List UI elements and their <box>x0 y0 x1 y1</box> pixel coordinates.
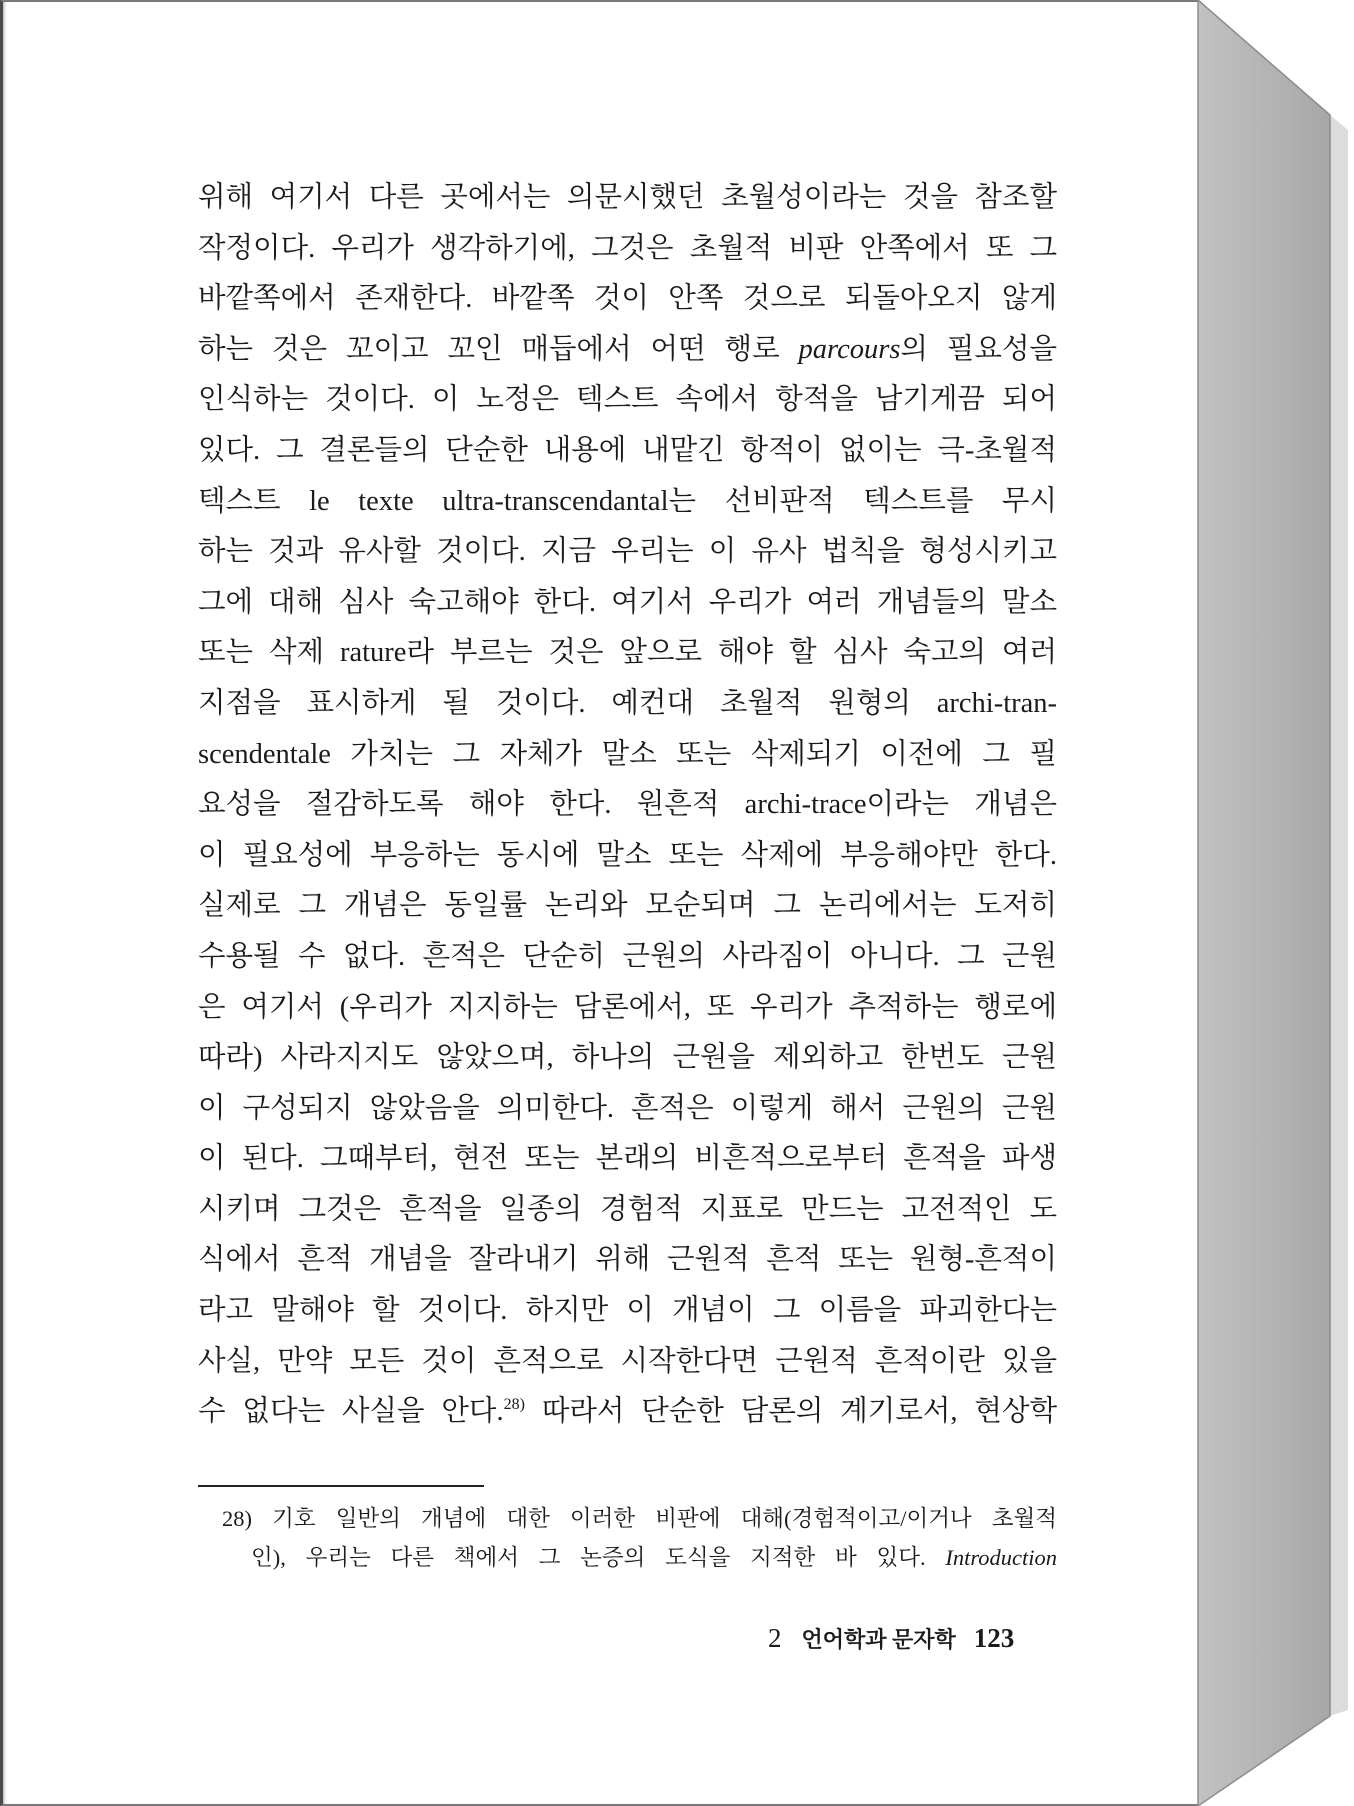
footnote-separator <box>198 1485 484 1487</box>
body-text-line: 또는 삭제 rature라 부르는 것은 앞으로 해야 할 심사 숙고의 여러 <box>198 637 1057 669</box>
body-text-line: 하는 것과 유사할 것이다. 지금 우리는 이 유사 법칙을 형성시키고 <box>198 536 1057 568</box>
footnote-line <box>222 1538 1057 1577</box>
body-text-line <box>198 1387 1057 1438</box>
body-text-line: 시키며 그것은 흔적을 일종의 경험적 지표로 만드는 고전적인 도 <box>198 1193 1057 1225</box>
book-edge-shadow <box>1330 115 1348 1716</box>
body-text-line: 식에서 흔적 개념을 잘라내기 위해 근원적 흔적 또는 원형-흔적이 <box>198 1244 1057 1276</box>
italic-title: Introduction <box>945 1545 1057 1570</box>
body-text-line: 따라) 사라지지도 않았으며, 하나의 근원을 제외하고 한번도 근원 <box>198 1042 1057 1074</box>
body-text-line: 이 구성되지 않았음을 의미한다. 흔적은 이렇게 해서 근원의 근원 <box>198 1092 1057 1124</box>
body-text-segment: 의 필요성을 <box>900 333 1058 365</box>
body-text-line: 이 필요성에 부응하는 동시에 말소 또는 삭제에 부응해야만 한다. <box>198 839 1057 871</box>
body-text-line: 은 여기서 (우리가 지지하는 담론에서, 또 우리가 추적하는 행로에 <box>198 991 1057 1023</box>
chapter-title: 언어학과 문자학 <box>801 1627 956 1652</box>
body-text-line: scendentale 가치는 그 자체가 말소 또는 삭제되기 이전에 그 필 <box>198 738 1057 770</box>
footnote-segment: 인), 우리는 다른 책에서 그 논증의 도식을 지적한 바 있다. <box>251 1545 946 1570</box>
body-text-line: 있다. 그 결론들의 단순한 내용에 내맡긴 항적이 없이는 극-초월적 <box>198 434 1057 466</box>
body-text-line: 수용될 수 없다. 흔적은 단순히 근원의 사라짐이 아니다. 그 근원 <box>198 940 1057 972</box>
chapter-number: 2 <box>768 1623 782 1653</box>
body-text-line: 실제로 그 개념은 동일률 논리와 모순되며 그 논리에서는 도저히 <box>198 890 1057 922</box>
body-text-line: 위해 여기서 다른 곳에서는 의문시했던 초월성이라는 것을 참조할 <box>198 182 1057 213</box>
body-text <box>198 173 1057 1438</box>
footnote-reference: 28) <box>503 1396 525 1414</box>
body-text-line: 사실, 만약 모든 것이 흔적으로 시작한다면 근원적 흔적이란 있을 <box>198 1345 1057 1377</box>
body-text-line: 바깥쪽에서 존재한다. 바깥쪽 것이 안쪽 것으로 되돌아오지 않게 <box>198 283 1057 315</box>
body-text-segment: 수 없다는 사실을 안다. <box>198 1396 504 1428</box>
body-text-line: 지점을 표시하게 될 것이다. 예컨대 초월적 원형의 archi-tran- <box>198 687 1057 719</box>
body-text-line: 작정이다. 우리가 생각하기에, 그것은 초월적 비판 안쪽에서 또 그 <box>198 232 1057 264</box>
body-text-line: 텍스트 le texte ultra-transcendantal는 선비판적 텍스트를 무시 <box>198 485 1057 517</box>
body-text-line: 인식하는 것이다. 이 노정은 텍스트 속에서 항적을 남기게끔 되어 <box>198 384 1057 416</box>
body-text-segment: 따라서 단순한 담론의 계기로서, 현상학 <box>524 1396 1058 1428</box>
body-text-line <box>198 325 1057 376</box>
body-text-line: 그에 대해 심사 숙고해야 한다. 여기서 우리가 여러 개념들의 말소 <box>198 586 1057 618</box>
footnote <box>222 1499 1057 1577</box>
body-text-segment: 하는 것은 꼬이고 꼬인 매듭에서 어떤 행로 <box>198 333 799 365</box>
footnote-line: 28) 기호 일반의 개념에 대한 이러한 비판에 대해(경험적이고/이거나 초월적 <box>222 1506 1057 1531</box>
running-footer <box>768 1620 1014 1656</box>
body-text-line: 이 된다. 그때부터, 현전 또는 본래의 비흔적으로부터 흔적을 파생 <box>198 1143 1057 1175</box>
italic-term: parcours <box>798 333 901 365</box>
body-text-line: 요성을 절감하도록 해야 한다. 원흔적 archi-trace이라는 개념은 <box>198 789 1057 821</box>
page-number: 123 <box>973 1623 1015 1653</box>
body-text-line: 라고 말해야 할 것이다. 하지만 이 개념이 그 이름을 파괴한다는 <box>198 1295 1057 1327</box>
book-edge-side <box>1198 0 1330 1806</box>
